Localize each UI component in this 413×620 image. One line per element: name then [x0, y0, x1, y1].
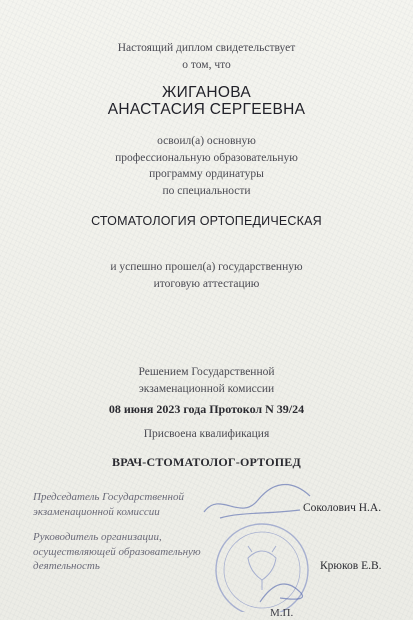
- graduate-surname: ЖИГАНОВА: [162, 84, 251, 101]
- graduate-name: [0, 84, 413, 118]
- program-line-1: освоил(а) основную: [157, 135, 256, 147]
- program-line-3: программу ординатуры: [149, 168, 264, 180]
- decision-text: [0, 364, 413, 397]
- chair-title: [33, 490, 184, 519]
- attestation-line-2: итоговую аттестацию: [153, 277, 260, 290]
- chair-title-line-1: Председатель Государственной: [33, 491, 184, 503]
- protocol-date: 08 июня 2023 года Протокол N 39/24: [108, 402, 305, 416]
- signature-strokes: [204, 485, 310, 603]
- graduate-given-names: АНАСТАСИЯ СЕРГЕЕВНА: [107, 101, 306, 118]
- head-title-line-3: деятельность: [33, 560, 100, 572]
- intro-line-2: о том, что: [182, 59, 231, 71]
- program-line-2: профессиональную образовательную: [115, 151, 298, 164]
- decision-line-1: Решением Государственной: [138, 366, 275, 378]
- attestation-text: [0, 259, 413, 292]
- attestation-line-1: и успешно прошел(а) государственную: [110, 261, 303, 273]
- specialty: СТОМАТОЛОГИЯ ОРТОПЕДИЧЕСКАЯ: [91, 214, 322, 228]
- qualification: ВРАЧ-СТОМАТОЛОГ-ОРТОПЕД: [112, 455, 301, 469]
- official-seal: [200, 482, 320, 612]
- program-line-4: по специальности: [162, 184, 251, 197]
- intro-text: [0, 40, 413, 74]
- head-title-line-2: осуществляющей образовательную: [33, 545, 201, 558]
- chair-name: Соколович Н.А.: [303, 502, 382, 514]
- qualification-label: Присвоена квалификация: [143, 428, 270, 440]
- head-title-line-1: Руководитель организации,: [33, 531, 162, 543]
- intro-line-1: Настоящий диплом свидетельствует: [117, 42, 296, 54]
- program-text: [0, 133, 413, 199]
- stamp-label: М.П.: [270, 607, 294, 619]
- decision-line-2: экзаменационной комиссии: [138, 382, 275, 395]
- chair-title-line-2: экзаменационной комиссии: [33, 505, 160, 518]
- head-title: [33, 530, 201, 574]
- head-name: Крюков Е.В.: [320, 560, 382, 572]
